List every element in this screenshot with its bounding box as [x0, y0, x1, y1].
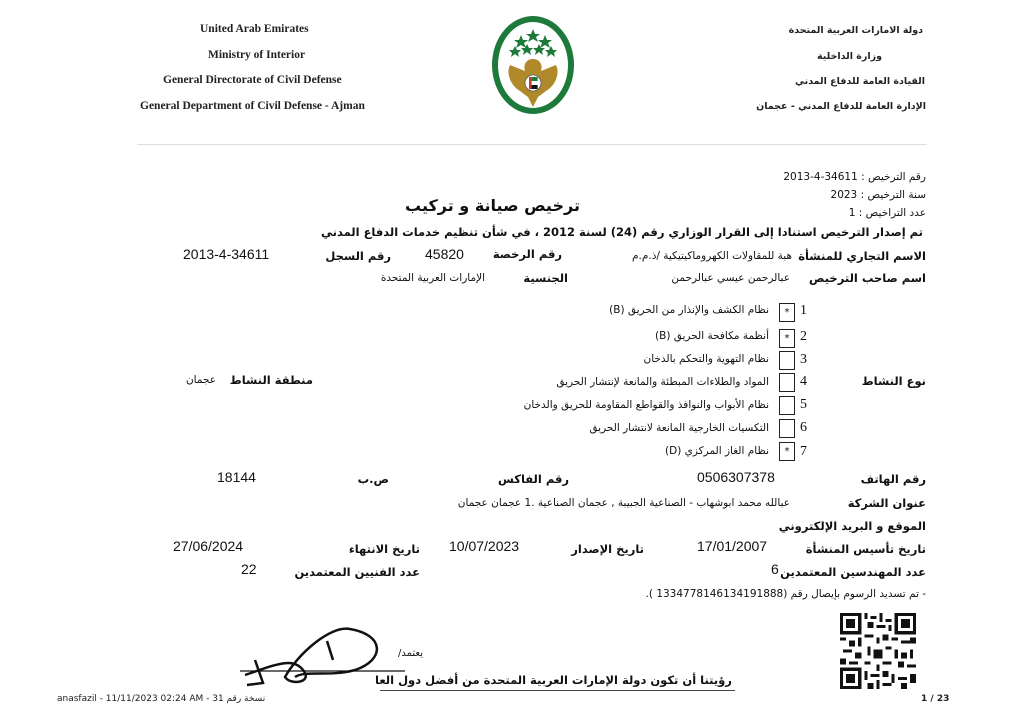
engineers-label: عدد المهندسين المعتمدين — [780, 565, 926, 579]
vision-underline — [380, 690, 735, 691]
phone-label: رقم الهاتف — [860, 472, 926, 486]
website-email-label: الموقع و البريد الإلكتروني — [778, 519, 926, 533]
expiry-date-value: 27/06/2024 — [173, 538, 244, 554]
license-no-label: رقم الرخصة — [492, 247, 562, 261]
activity-checkbox[interactable] — [779, 419, 795, 438]
ministry-emblem-icon — [490, 13, 576, 117]
activity-checkbox[interactable] — [779, 351, 795, 370]
activity-number: 5 — [800, 397, 807, 412]
issue-date-value: 10/07/2023 — [449, 538, 520, 554]
activity-text: التكسيات الخارجية المانعة لانتشار الحريق — [589, 422, 769, 434]
license-no-value: 45820 — [425, 246, 464, 262]
footer-page-number: 1 / 23 — [921, 694, 950, 704]
activity-number: 1 — [800, 303, 807, 318]
technicians-value: 22 — [241, 561, 257, 577]
header-en-line-4: General Department of Civil Defense - Ajman — [140, 100, 365, 112]
activity-number: 2 — [800, 329, 807, 344]
register-label: رقم السجل — [325, 249, 391, 263]
license-year: سنة الترخيص : 2023 — [830, 189, 926, 201]
activity-text: أنظمة مكافحة الحريق (B) — [654, 330, 769, 342]
activity-checkbox[interactable]: * — [779, 442, 795, 461]
activity-number: 7 — [800, 444, 807, 459]
trade-name-label: الاسم التجاري للمنشأة — [798, 249, 926, 263]
header-ar-line-1: دولة الامارات العربية المتحدة — [788, 25, 923, 36]
document-title: ترخيص صيانة و تركيب — [405, 196, 580, 215]
fax-label: رقم الفاكس — [498, 472, 569, 486]
activity-text: نظام الغاز المركزي (D) — [665, 445, 769, 457]
license-count: عدد التراخيص : 1 — [848, 207, 926, 219]
qr-code-icon — [840, 613, 916, 689]
header-en-line-2: Ministry of Interior — [208, 49, 306, 61]
activity-number: 6 — [800, 420, 807, 435]
fax-value: 0506307378 — [697, 469, 775, 485]
document-subtitle: تم إصدار الترخيص استنادا إلى القرار الوزاري رقم (24) لسنة 2012 ، في شأن تنظيم خدمات الدفاع المدني — [321, 225, 923, 239]
established-value: 17/01/2007 — [697, 538, 768, 554]
activity-text: نظام الأبواب والنوافذ والقواطع المقاومة للحريق والدخان — [523, 399, 769, 411]
nationality-value: الإمارات العربية المتحدة — [380, 272, 485, 284]
technicians-label: عدد الفنيين المعتمدين — [294, 565, 420, 579]
activity-checkbox[interactable]: * — [779, 329, 795, 348]
activity-text: المواد والطلاءات المبطئة والمانعة لإنتشار الحريق — [556, 376, 769, 388]
established-label: تاريخ تأسيس المنشأة — [805, 542, 926, 556]
vision-statement: رؤيتنا أن تكون دولة الإمارات العربية المتحدة من أفضل دول العا — [375, 673, 732, 687]
header-divider — [137, 144, 927, 145]
header-ar-line-3: القيادة العامة للدفاع المدني — [795, 76, 925, 87]
activity-type-label: نوع النشاط — [861, 374, 926, 388]
header-ar-line-4: الإدارة العامة للدفاع المدني - عجمان — [756, 101, 926, 112]
activity-area-label: منطقة النشاط — [229, 373, 313, 387]
activity-checkbox[interactable] — [779, 373, 795, 392]
issue-date-label: تاريخ الإصدار — [571, 542, 644, 556]
activity-text: نظام التهوية والتحكم بالدخان — [643, 353, 769, 365]
pobox-label: ص.ب — [357, 472, 389, 486]
header-en-line-3: General Directorate of Civil Defense — [163, 74, 342, 86]
nationality-label: الجنسية — [523, 271, 568, 285]
header-en-line-1: United Arab Emirates — [200, 23, 309, 35]
pobox-value: 18144 — [217, 469, 256, 485]
engineers-value: 6 — [771, 561, 779, 577]
activity-area-value: عجمان — [185, 374, 216, 386]
fees-note: - تم تسديد الرسوم بإيصال رقم (1334778146134191888 ). — [645, 588, 926, 600]
owner-label: اسم صاحب الترخيص — [809, 271, 926, 285]
approved-label: يعتمد/ — [398, 648, 424, 659]
address-label: عنوان الشركة — [847, 496, 926, 510]
register-value: 2013-4-34611 — [183, 246, 270, 262]
activity-checkbox[interactable] — [779, 396, 795, 415]
owner-value: عبالرحمن عيسي عبالرحمن — [671, 272, 790, 284]
header-ar-line-2: وزارة الداخلية — [817, 51, 882, 62]
activity-number: 3 — [800, 352, 807, 367]
activity-number: 4 — [800, 374, 807, 389]
license-number: رقم الترخيص : 34611-4-2013 — [783, 171, 926, 183]
footer-copy-info: anasfazil - 11/11/2023 02:24 AM - 31 نسخة رقم — [57, 694, 266, 704]
address-value: عبالله محمد ابوشهاب - الصناعية الجبيبة , عجمان الصناعية .1 عجمان عجمان — [457, 497, 790, 509]
trade-name-value: هبة للمقاولات الكهروماكيتيكية /ذ.م.م — [632, 250, 792, 262]
expiry-date-label: تاريخ الانتهاء — [348, 542, 420, 556]
activity-checkbox[interactable]: * — [779, 303, 795, 322]
activity-text: نظام الكشف والإنذار من الحريق (B) — [609, 304, 769, 316]
